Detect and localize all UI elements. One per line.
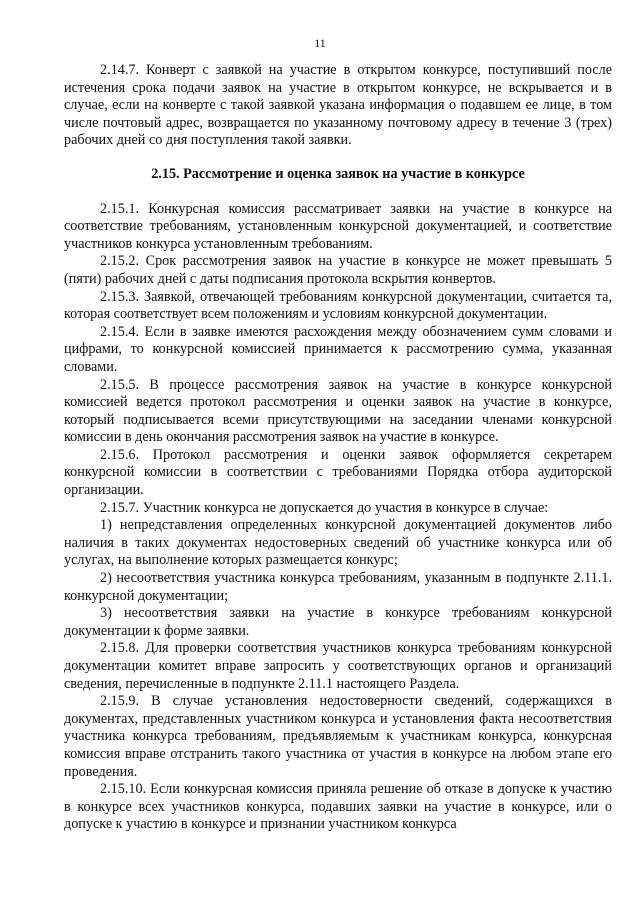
list-item-3: 3) несоответствия заявки на участие в конкурсе требованиям конкурсной документации к форме заявки. [64,605,612,639]
paragraph-2-15-9: 2.15.9. В случае установления недостоверности сведений, содержащихся в документах, представленных участником конкурса и установления факта несоответствия участника конкурса требованиям, предъявляемым к участникам конкурса, конкурсная комиссия вправе отстранить такого участника от участия в конкурсе на любом этапе его проведения. [64,693,612,780]
paragraph-2-14-7: 2.14.7. Конверт с заявкой на участие в открытом конкурсе, поступивший после истечения срока подачи заявок на участие в открытом конкурсе, не вскрывается и в случае, если на конверте с такой заявкой указана информация о подавшем ее лице, в том числе почтовый адрес, возвращается по указанному почтовому адресу в течение 3 (трех) рабочих дней со дня поступления такой заявки. [64,62,612,149]
paragraph-2-15-10: 2.15.10. Если конкурсная комиссия приняла решение об отказе в допуске к участию в конкурсе всех участников конкурса, подавших заявки на участие в конкурсе, или о допуске к участию в конкурсе и признании участником конкурса [64,781,612,833]
paragraph-2-15-4: 2.15.4. Если в заявке имеются расхождения между обозначением сумм словами и цифрами, то конкурсной комиссией принимается к рассмотрению сумма, указанная словами. [64,323,612,375]
paragraph-2-15-8: 2.15.8. Для проверки соответствия участников конкурса требованиям конкурсной документации комитет вправе запросить у соответствующих органов и организаций сведения, перечисленные в подпункте 2.11.1 настоящего Раздела. [64,640,612,692]
paragraph-2-15-2: 2.15.2. Срок рассмотрения заявок на участие в конкурсе не может превышать 5 (пяти) рабочих дней с даты подписания протокола вскрытия конвертов. [64,253,612,287]
document-body [64,62,612,834]
page-number: 11 [314,36,326,50]
list-item-1: 1) непредставления определенных конкурсной документацией документов либо наличия в таких документах недостоверных сведений об участнике конкурса или об услугах, на выполнение которых размещается конкурс; [64,517,612,569]
list-item-2: 2) несоответствия участника конкурса требованиям, указанным в подпункте 2.11.1. конкурсной документации; [64,570,612,604]
paragraph-2-15-5: 2.15.5. В процессе рассмотрения заявок на участие в конкурсе конкурсной комиссией ведется протокол рассмотрения и оценки заявок на участие в конкурсе, который подписывается всеми присутствующими на заседании членами конкурсной комиссии в день окончания рассмотрения заявок на участие в конкурсе. [64,376,612,446]
paragraph-2-15-6: 2.15.6. Протокол рассмотрения и оценки заявок оформляется секретарем конкурсной комиссии в соответствии с требованиями Порядка отбора аудиторской организации. [64,446,612,499]
paragraph-2-15-7: 2.15.7. Участник конкурса не допускается до участия в конкурсе в случае: [100,499,549,516]
paragraph-2-15-3: 2.15.3. Заявкой, отвечающей требованиям конкурсной документации, считается та, которая соответствует всем положениям и условиям конкурсной документации. [64,288,612,323]
paragraph-2-15-1: 2.15.1. Конкурсная комиссия рассматривает заявки на участие в конкурсе на соответствие требованиям, установленным конкурсной документацией, и соответствие участников конкурса установленным требованиям. [64,200,612,252]
section-heading: 2.15. Рассмотрение и оценка заявок на участие в конкурсе [151,165,525,182]
